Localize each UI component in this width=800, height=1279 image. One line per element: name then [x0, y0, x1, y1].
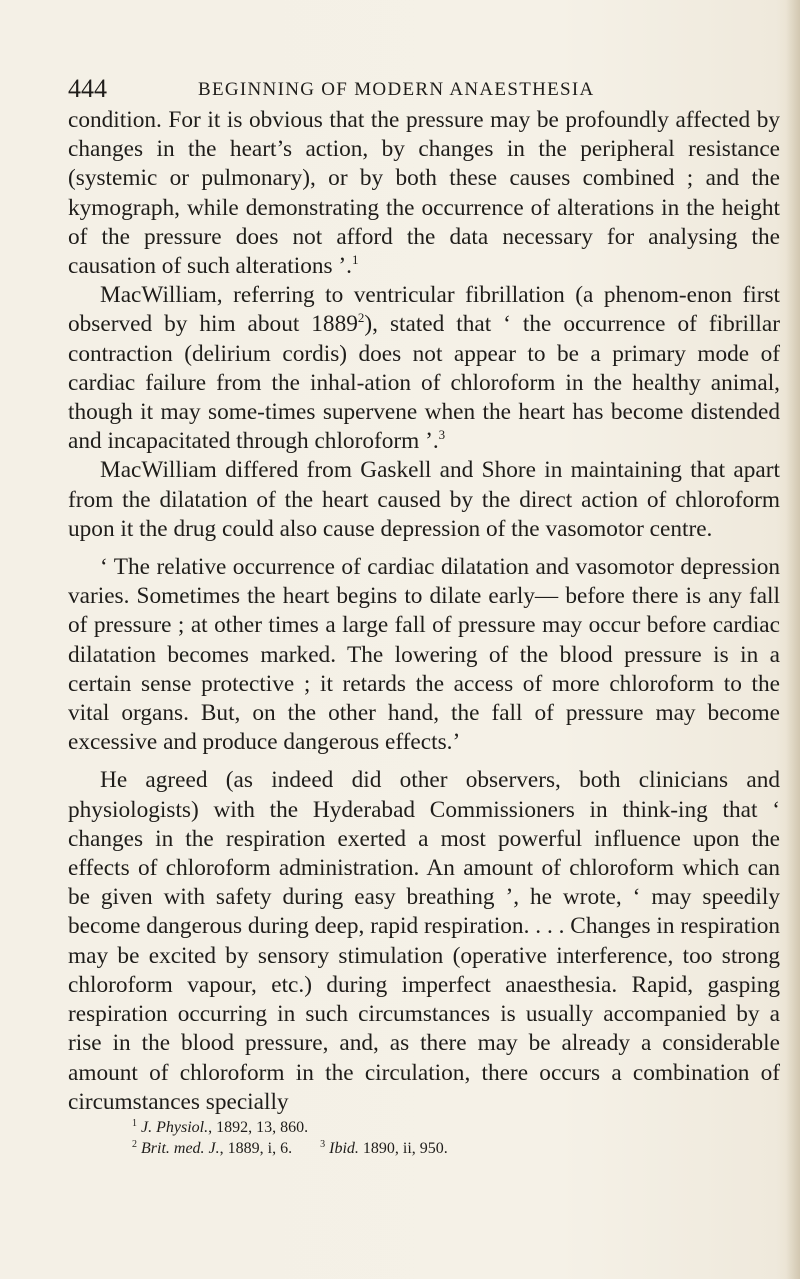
paragraph-3-text: MacWilliam differed from Gaskell and Shore in maintaining that apart from the dilatation of the heart caused by the direct action of chloroform upon it the drug could also cause depression of the vasomotor centre.	[68, 457, 780, 542]
footnote-1-mark: 1	[132, 1118, 137, 1129]
paragraph-1	[68, 106, 780, 281]
body-text	[68, 106, 780, 1117]
footnote-1-journal: J. Physiol.	[141, 1119, 209, 1136]
paragraph-3	[68, 456, 780, 544]
footnote-1-citation: , 1892, 13, 860.	[208, 1119, 309, 1136]
page-number: 444	[68, 74, 107, 103]
paragraph-1-text: condition. For it is obvious that the pressure may be profoundly affected by changes in the heart’s action, by changes in the peripheral resistance (systemic or pulmonary), or by both these causes combined ; and the kymograph, while demonstrating the occurrence of alterations in the height of the pressure does not afford the data necessary for analysing the causation of such alterations ’.	[68, 107, 780, 280]
footnote-1	[132, 1117, 752, 1138]
paragraph-2-text-a: MacWilliam, referring to ventricular fibrillation (a phenom-enon first observed by him about 1889	[68, 282, 780, 338]
paragraph-5	[68, 766, 780, 1116]
footnote-3-citation: 1890, ii, 950.	[358, 1140, 448, 1157]
footnote-2-journal: Brit. med. J.	[141, 1140, 220, 1157]
footnote-3	[320, 1138, 448, 1159]
footnotes	[132, 1117, 752, 1159]
running-title: BEGINNING OF MODERN ANAESTHESIA	[198, 79, 595, 100]
footnote-2-line	[132, 1138, 752, 1159]
paragraph-4	[68, 553, 780, 757]
paragraph-2	[68, 281, 780, 456]
paragraph-4-text: ‘ The relative occurrence of cardiac dilatation and vasomotor depression varies. Sometimes the heart begins to dilate early— before there is any fall of pressure ; at other times a large fall of pressure may occur before cardiac dilatation becomes marked. The lowering of the blood pressure is in a certain sense protective ; it retards the access of more chloroform to the vital organs. But, on the other hand, the fall of pressure may become excessive and produce dangerous effects.’	[68, 554, 780, 756]
footnote-2-mark: 2	[132, 1139, 137, 1150]
footnote-ref-3: 3	[438, 427, 446, 443]
footnote-2-citation: , 1889, i, 6.	[219, 1140, 293, 1157]
footnote-2	[132, 1140, 292, 1157]
footnote-3-mark: 3	[320, 1139, 326, 1150]
footnote-ref-1: 1	[352, 252, 359, 268]
paragraph-2-text-b: ), stated that ‘ the occurrence of fibrillar contraction (delirium cordis) does not appear to be a primary mode of cardiac failure from the inhal-ation of chloroform in the healthy animal, though it may some-times supervene when the heart has become distended and incapacitated through chloroform ’.	[68, 311, 780, 455]
paragraph-5-text: He agreed (as indeed did other observers, both clinicians and physiologists) with the Hyderabad Commissioners in think-ing that ‘ changes in the respiration exerted a most powerful influence upon the effects of chloroform administration. An amount of chloroform which can be given with safety during easy breathing ’, he wrote, ‘ may speedily become dangerous during deep, rapid respiration. . . . Changes in respiration may be excited by sensory stimulation (operative interference, too strong chloroform vapour, etc.) during imperfect anaesthesia. Rapid, gasping respiration occurring in such circumstances is usually accompanied by a rise in the blood pressure, and, as there may be already a considerable amount of chloroform in the circulation, there occurs a combination of circumstances specially	[68, 767, 780, 1115]
running-head	[68, 74, 768, 104]
footnote-3-journal: Ibid.	[329, 1140, 359, 1157]
page-edge-shadow	[786, 0, 800, 1279]
footnote-ref-2: 2	[357, 310, 365, 326]
